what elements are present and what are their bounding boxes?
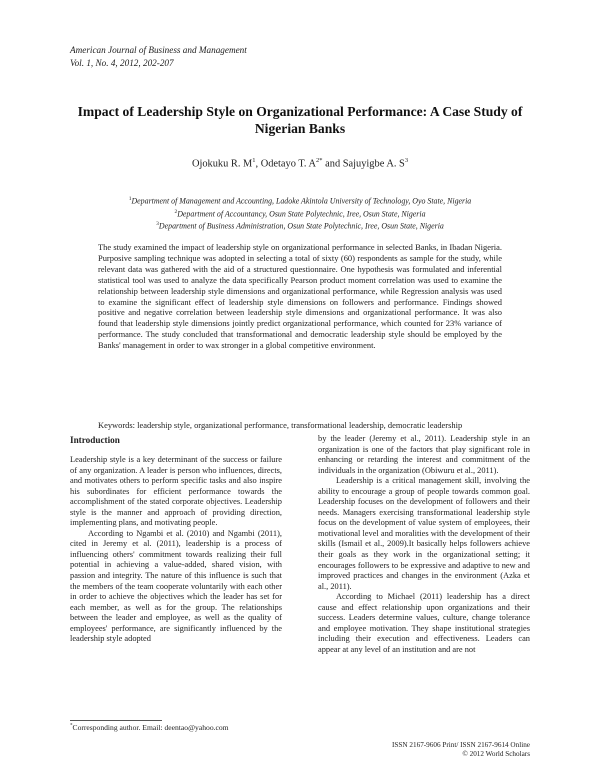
author-2: Odetayo T. A [260,158,317,170]
footnote-marker: * [70,723,73,729]
author-list [70,157,530,169]
affiliation-2-text: Department of Accountancy, Osun State Polytechnic, Iree, Osun State, Nigeria [177,209,426,219]
abstract: The study examined the impact of leadership style on organizational performance in selected Banks, in Ibadan Nigeria. Purposive sampling technique was adopted in selecting a total of sixty (60) respondents as sample for the study, while relevant data was gathered with the aid of a structured questionnaire. One hypothesis was formulated and inferential statistical tool was used to analyze the data specifically Pearson product moment correlation was used to examine the relationship between leadership style dimensions and organizational performance, while Regression analysis was used to examine the significant effect of leadership style dimensions on followers and performance. Findings showed positive and negative correlation between leadership style dimensions and organizational performance. It was also found that leadership style dimensions jointly predict organizational performance, which counted for 23% variance of performance. The study concluded that transformational and democratic leadership style should be employed by the Banks' management in order to wax stronger in a global competitive environment. [98,242,502,351]
paper-title-line-1: Impact of Leadership Style on Organizational Performance: A Case Study of [77,104,523,119]
affiliation-2 [70,207,530,220]
author-1-affil: 1 [252,157,256,164]
paragraph: by the leader (Jeremy et al., 2011). Leadership style in an organization is one of the factors that play significant role in enhancing or retarding the interest and commitment of the individuals in the organization (Obiwuru et al., 2011). [318,434,530,475]
copyright-line: © 2012 World Scholars [462,750,530,758]
paper-title-line-2: Nigerian Banks [254,121,346,136]
left-column [70,455,282,645]
paragraph: Leadership style is a key determinant of the success or failure of any organization. A leader is person who influences, directs, and motivates others to perform specific tasks and also inspire his subordinates for efficient performance towards the accomplishment of the stated corporate objectives. Leadership style is the manner and approach of providing direction, implementing plans, and motivating people. [70,455,282,528]
paper-title [70,103,530,137]
affiliation-3-text: Department of Business Administration, Osun State Polytechnic, Iree, Osun State, Nigeria [158,221,444,231]
author-3: Sajuyigbe A. S [342,158,405,170]
paragraph: According to Ngambi et al. (2010) and Ngambi (2011), cited in Jeremy et al. (2011), leadership is a process of influencing others' commitment towards realizing their full potential in achieving a value-added, shared vision, with passion and integrity. The nature of this influence is such that the members of the team cooperate voluntarily with each other in order to achieve the objectives which the leader has set for each member, as well as for the group. The relationships between the leader and employee, as well as the quality of employees' performance, are significantly influenced by the leadership style adopted [70,528,282,644]
affiliation-3-marker: 3 [156,221,159,228]
author-1: Ojokuku R. M [191,158,253,170]
affiliation-1-marker: 1 [128,196,132,202]
author-3-affil: 3 [404,157,409,164]
issn-line: ISSN 2167-9606 Print/ ISSN 2167-9614 Online [392,741,530,749]
footnote [70,723,229,732]
paragraph: Leadership is a critical management skill, involving the ability to encourage a group of people towards common goal. Leadership focuses on the development of followers and their needs. Managers exercising transformational leadership style focus on the development of value system of employees, their motivational level and moralities with the development of their skills (Ismail et al., 2009).It basically helps followers achieve their goals as they work in the organizational setting; it encourages followers to be expressive and adaptive to new and improved practices and changes in the environment (Azka et al., 2011). [318,476,530,591]
footnote-divider [70,720,162,721]
author-separator: and [322,158,343,170]
affiliation-1-text: Department of Management and Accounting, Ladoke Akintola University of Technology, Oyo State, Nigeria [131,196,472,206]
paragraph: According to Michael (2011) leadership has a direct cause and effect relationship upon organizations and their success. Leaders determine values, culture, change tolerance and employee motivation. They shape institutional strategies including their execution and effectiveness. Leaders can appear at any level of an institution and are not [318,592,530,654]
keywords: Keywords: leadership style, organizational performance, transformational leadership, democratic leadership [98,420,463,430]
issn-block [392,741,530,759]
affiliation-2-marker: 2 [174,208,178,215]
journal-name: American Journal of Business and Management [70,45,247,55]
affiliations [70,194,530,232]
journal-volume: Vol. 1, No. 4, 2012, 202-207 [70,57,174,68]
intro-heading-container [70,434,282,448]
affiliation-3 [70,219,530,232]
author-separator: , [255,158,261,170]
author-2-affil: 2* [316,157,323,164]
journal-header [70,44,247,69]
right-column [318,434,530,655]
footnote-text: Corresponding author. Email: deentao@yahoo.com [72,723,229,732]
section-heading-introduction: Introduction [70,435,120,445]
affiliation-1 [70,194,530,207]
